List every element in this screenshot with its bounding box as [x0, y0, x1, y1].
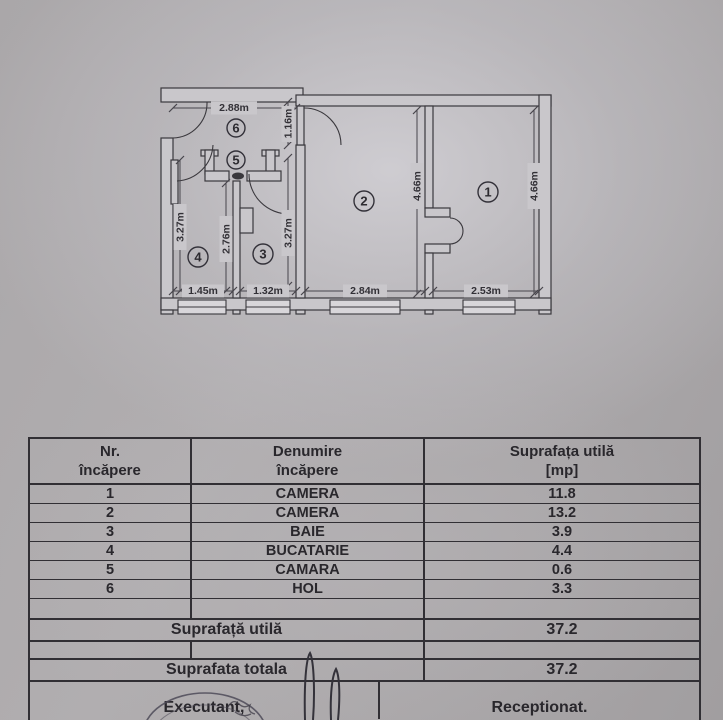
kitchen-door-leaf [171, 160, 178, 204]
dim-room1-width: 2.53m [471, 285, 501, 297]
room1-door-arc [450, 218, 463, 244]
header-denumire: Denumire încăpere [192, 439, 425, 483]
room-3-number: 3 [259, 246, 267, 262]
dim-room2-height: 4.66m [411, 171, 424, 201]
total-area-value: 37.2 [546, 661, 578, 678]
table-row: 2 CAMERA 13.2 [30, 504, 699, 523]
pantry-door-dot [232, 173, 244, 180]
total-area-label: Suprafata totala [30, 660, 425, 680]
dim-kitchen-width: 1.45m [188, 285, 218, 297]
useful-area-value: 37.2 [546, 621, 578, 638]
room-1-number: 1 [484, 184, 492, 200]
table-row: 4 BUCATARIE 4.4 [30, 542, 699, 561]
useful-area-label: Suprafață utilă [30, 620, 425, 640]
dim-bath-width: 1.32m [253, 285, 283, 297]
room2-door-leaf [297, 106, 304, 145]
dim-room2-width: 2.84m [350, 285, 380, 297]
dim-mid-height: 2.76m [220, 224, 233, 254]
dim-hall-height: 1.16m [282, 108, 295, 139]
spacer-row [30, 599, 699, 620]
table-header-row [30, 439, 699, 485]
area-table [28, 437, 701, 720]
entrance-door-arc [173, 102, 207, 138]
table-row: 6 HOL 3.3 [30, 580, 699, 599]
table-row: 3 BAIE 3.9 [30, 523, 699, 542]
room-2-number: 2 [360, 193, 368, 209]
room-6-number: 6 [232, 120, 240, 136]
dim-room1-height: 4.66m [528, 171, 541, 201]
pantry-walls [201, 150, 281, 181]
header-nr: Nr. încăpere [30, 439, 192, 483]
header-suprafata: Suprafața utilă [mp] [509, 442, 615, 479]
signature-row [30, 682, 699, 719]
useful-area-row [30, 620, 699, 642]
room2-door-arc [304, 108, 341, 145]
dim-kitchen-height: 3.27m [174, 212, 187, 242]
spacer-row [30, 642, 699, 660]
room-5-number: 5 [232, 152, 240, 168]
dim-bath-height: 3.27m [282, 218, 295, 248]
table-row: 5 CAMARA 0.6 [30, 561, 699, 580]
dim-hall-width: 2.88m [219, 102, 249, 114]
executant-label: Executant, [30, 682, 380, 719]
receptionat-label: Receptionat. [491, 699, 588, 716]
floor-plan-drawing [150, 86, 562, 326]
table-row: 1 CAMERA 11.8 [30, 485, 699, 504]
dimension-labels [174, 102, 541, 298]
room-4-number: 4 [194, 249, 202, 265]
total-area-row [30, 660, 699, 682]
